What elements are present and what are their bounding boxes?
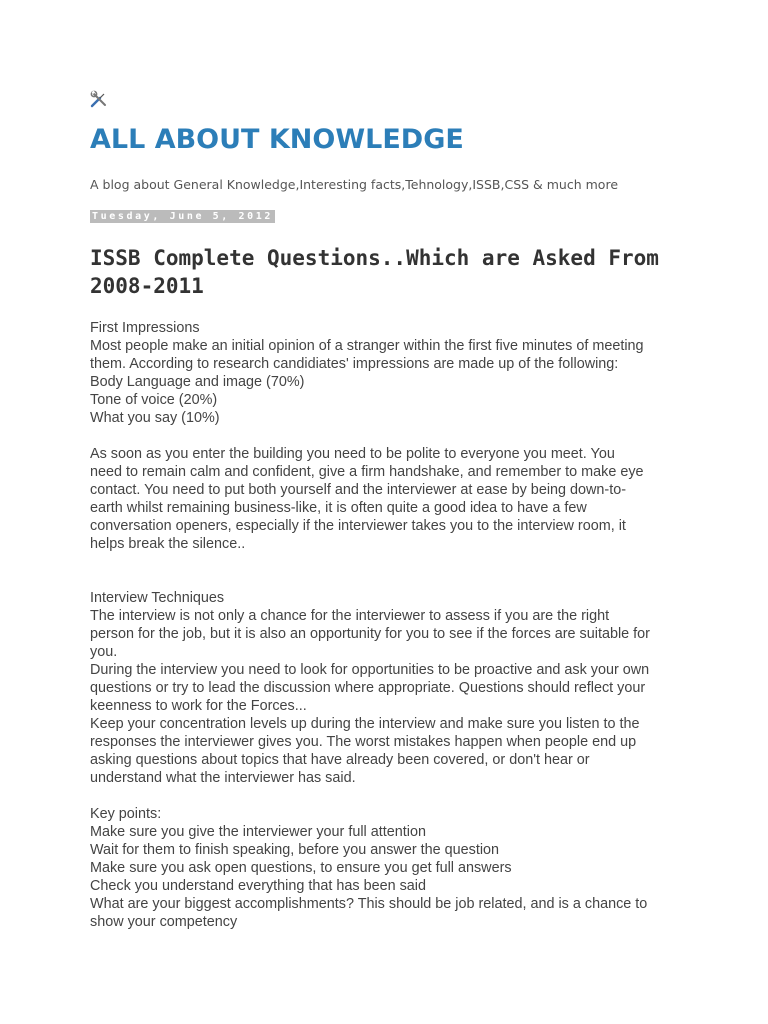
- blog-title[interactable]: ALL ABOUT KNOWLEDGE: [90, 124, 464, 155]
- body-line: keenness to work for the Forces...: [90, 698, 307, 714]
- body-line: conversation openers, especially if the interviewer takes you to the interview room, it: [90, 518, 626, 534]
- body-line: helps break the silence..: [90, 536, 246, 552]
- body-line: Tone of voice (20%): [90, 392, 218, 408]
- post-title-line: 2008-2011: [90, 274, 204, 298]
- blank-line: [90, 553, 690, 571]
- body-line: responses the interviewer gives you. The worst mistakes happen when people end up: [90, 734, 637, 750]
- body-line: need to remain calm and confident, give a firm handshake, and remember to make eye: [90, 464, 644, 480]
- body-line: them. According to research candidiates' impressions are made up of the following:: [90, 356, 619, 372]
- body-line: contact. You need to put both yourself and the interviewer at ease by being down-to-: [90, 482, 627, 498]
- post-date: Tuesday, June 5, 2012: [92, 211, 274, 222]
- body-line: Check you understand everything that has been said: [90, 878, 427, 894]
- body-line: Make sure you give the interviewer your full attention: [90, 824, 426, 840]
- body-line: Make sure you ask open questions, to ensure you get full answers: [90, 860, 512, 876]
- blog-description: A blog about General Knowledge,Interesting facts,Tehnology,ISSB,CSS & much more: [90, 177, 619, 192]
- body-line: asking questions about topics that have already been covered, or don't hear or: [90, 752, 590, 768]
- body-line: show your competency: [90, 914, 238, 930]
- blank-line: [90, 427, 690, 445]
- blog-page: [90, 90, 690, 931]
- body-line: Most people make an initial opinion of a stranger within the first five minutes of meeting: [90, 338, 644, 354]
- tools-icon[interactable]: [90, 90, 108, 108]
- body-line: Body Language and image (70%): [90, 374, 305, 390]
- body-line: Keep your concentration levels up during the interview and make sure you listen to the: [90, 716, 640, 732]
- body-line: First Impressions: [90, 320, 200, 336]
- body-line: person for the job, but it is also an opportunity for you to see if the forces are suitable for: [90, 626, 650, 642]
- body-line: earth whilst remaining business-like, it is often quite a good idea to have a few: [90, 500, 587, 516]
- blank-line: [90, 571, 690, 589]
- body-line: During the interview you need to look for opportunities to be proactive and ask your own: [90, 662, 650, 678]
- blank-line: [90, 787, 690, 805]
- body-line: understand what the interviewer has said.: [90, 770, 356, 786]
- body-line: Interview Techniques: [90, 590, 225, 606]
- body-line: you.: [90, 644, 118, 660]
- post-title[interactable]: [90, 244, 690, 300]
- body-line: The interview is not only a chance for the interviewer to assess if you are the right: [90, 608, 610, 624]
- body-line: Key points:: [90, 806, 162, 822]
- body-line: Wait for them to finish speaking, before you answer the question: [90, 842, 500, 858]
- body-line: As soon as you enter the building you need to be polite to everyone you meet. You: [90, 446, 615, 462]
- body-line: questions or try to lead the discussion where appropriate. Questions should reflect your: [90, 680, 646, 696]
- post-title-line: ISSB Complete Questions..Which are Asked From: [90, 246, 659, 270]
- post-body: [90, 319, 690, 931]
- body-line: What are your biggest accomplishments? This should be job related, and is a chance to: [90, 896, 648, 912]
- body-line: What you say (10%): [90, 410, 220, 426]
